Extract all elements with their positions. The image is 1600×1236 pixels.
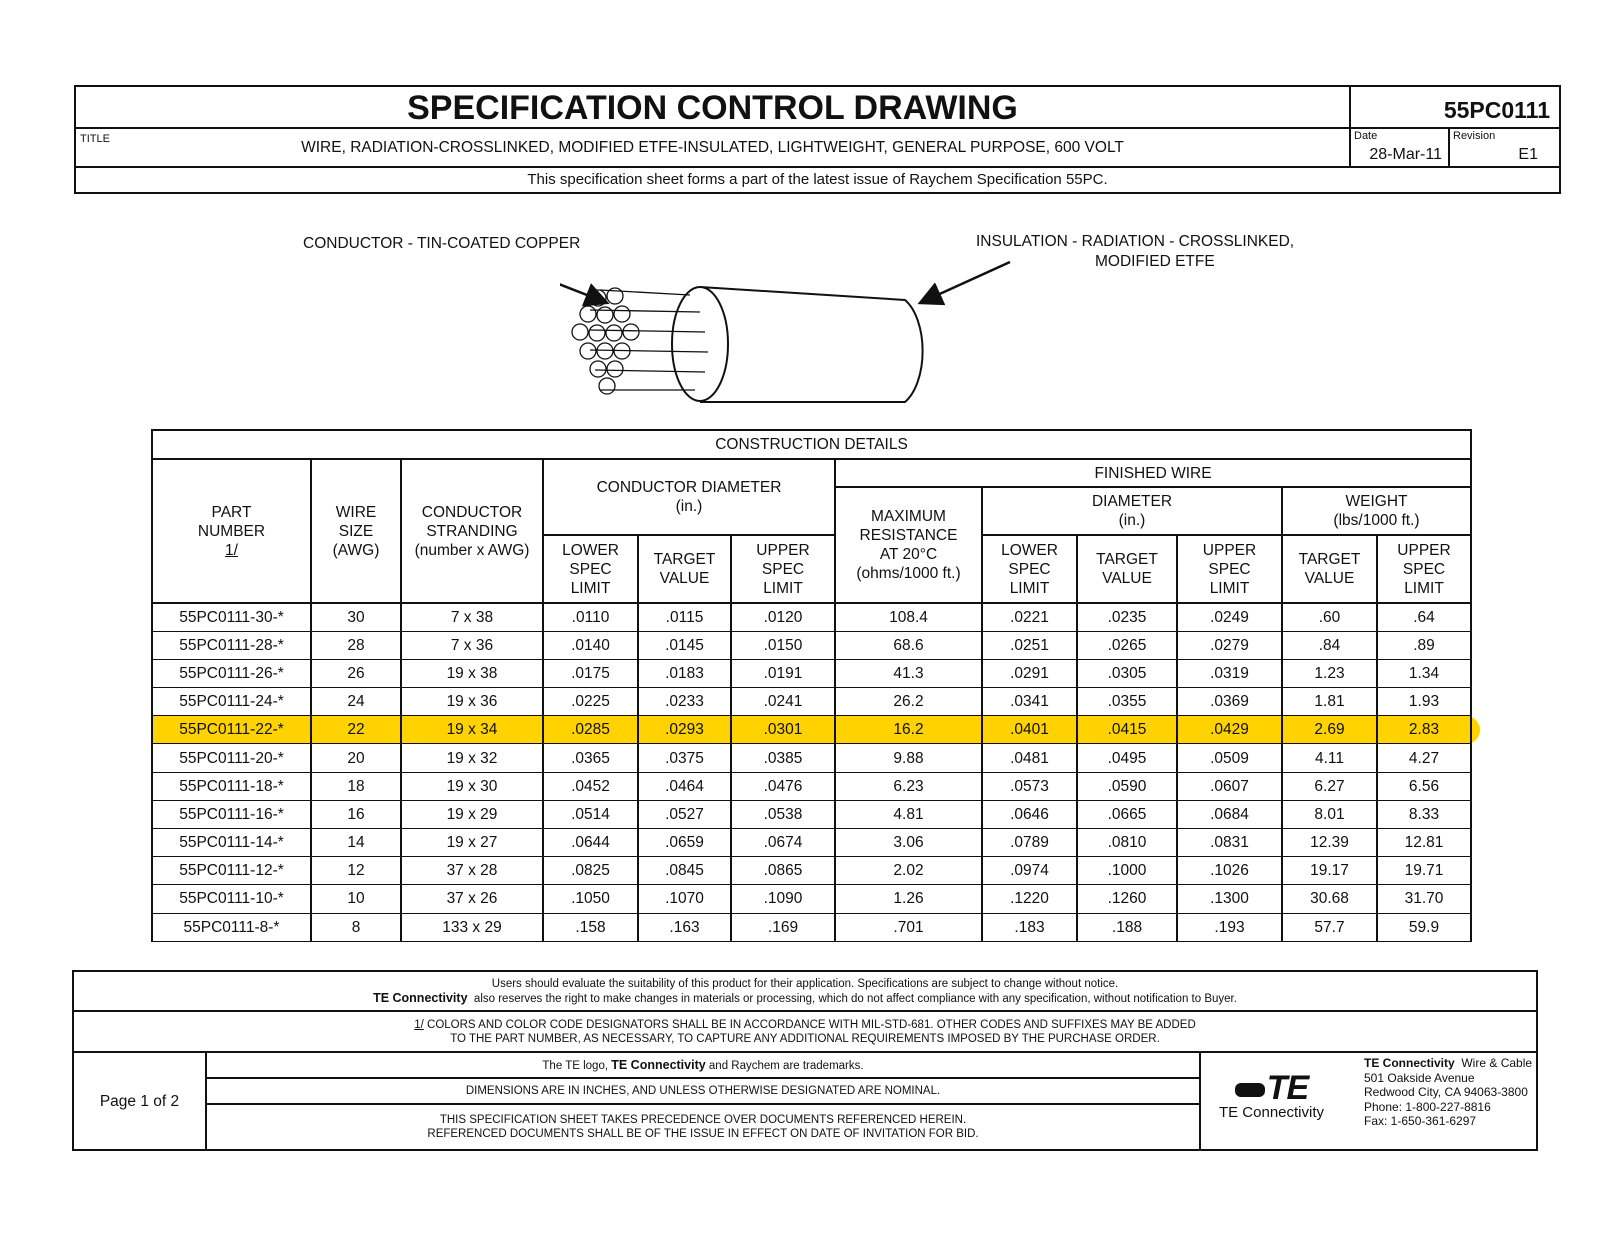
table-cell: .1220 [982,885,1077,913]
table-cell: 22 [311,716,401,744]
precedence-note: THIS SPECIFICATION SHEET TAKES PRECEDENCE OVER DOCUMENTS REFERENCED HEREIN. REFERENCED DOCUMENTS SHALL BE OF THE ISSUE IN EFFECT ON DATE OF INVITATION FOR BID. [205,1105,1201,1151]
table-cell: 2.69 [1282,716,1377,744]
table-row [152,631,1471,659]
title-label: TITLE [80,133,110,145]
title-text: WIRE, RADIATION-CROSSLINKED, MODIFIED ETFE-INSULATED, LIGHTWEIGHT, GENERAL PURPOSE, 600 VOLT [301,139,1124,156]
table-cell: .169 [731,913,835,941]
table-cell: .0825 [543,857,638,885]
table-cell: 12.81 [1377,829,1471,857]
table-cell: .0225 [543,688,638,716]
table-cell: .0831 [1177,829,1282,857]
table-cell: 1.34 [1377,659,1471,687]
table-cell: .0221 [982,603,1077,631]
table-cell: .0845 [638,857,731,885]
table-cell: 19 x 30 [401,772,543,800]
dimensions-note: DIMENSIONS ARE IN INCHES, AND UNLESS OTHERWISE DESIGNATED ARE NOMINAL. [205,1079,1201,1105]
table-cell: 7 x 36 [401,631,543,659]
footer-block [72,970,1538,1151]
table-cell: .0607 [1177,772,1282,800]
table-cell: 20 [311,744,401,772]
table-row [152,688,1471,716]
insulation-label-2: MODIFIED ETFE [1095,253,1215,270]
table-row [152,800,1471,828]
note-ref: 1/ [414,1019,424,1031]
table-cell: 12.39 [1282,829,1377,857]
table-cell: .0789 [982,829,1077,857]
table-row [152,885,1471,913]
table-cell: .0365 [543,744,638,772]
table-cell: 6.23 [835,772,982,800]
table-cell: .0573 [982,772,1077,800]
table-row [152,659,1471,687]
table-cell: 12 [311,857,401,885]
table-cell: .0659 [638,829,731,857]
table-cell: .0452 [543,772,638,800]
table-cell: 28 [311,631,401,659]
table-row [152,772,1471,800]
table-cell: .0369 [1177,688,1282,716]
table-cell: .0865 [731,857,835,885]
table-cell: 19 x 29 [401,800,543,828]
table-cell: .0319 [1177,659,1282,687]
table-cell: 4.81 [835,800,982,828]
table-cell: .0429 [1177,716,1282,744]
table-cell: 133 x 29 [401,913,543,941]
table-cell: .0355 [1077,688,1177,716]
table-cell: 4.11 [1282,744,1377,772]
table-cell: .0285 [543,716,638,744]
subheader-target: TARGET VALUE [1282,535,1377,603]
table-cell: .1300 [1177,885,1282,913]
conductor-label: CONDUCTOR - TIN-COATED COPPER [303,235,581,252]
date-cell [1349,129,1450,166]
table-cell: 19 x 38 [401,659,543,687]
table-cell: .0509 [1177,744,1282,772]
table-cell: 55PC0111-30-* [152,603,311,631]
table-cell: .0145 [638,631,731,659]
subheader-lower: LOWER SPEC LIMIT [982,535,1077,603]
table-cell: 55PC0111-26-* [152,659,311,687]
table-cell: 30 [311,603,401,631]
table-cell: 30.68 [1282,885,1377,913]
table-cell: .0385 [731,744,835,772]
table-cell: 55PC0111-14-* [152,829,311,857]
table-cell: .0279 [1177,631,1282,659]
document-title: SPECIFICATION CONTROL DRAWING [407,89,1018,127]
company-name: TE Connectivity [373,991,468,1005]
conductor-arrow [560,258,605,302]
table-row [152,829,1471,857]
table-cell: .0974 [982,857,1077,885]
table-cell: .64 [1377,603,1471,631]
table-cell: .0415 [1077,716,1177,744]
table-cell: 55PC0111-24-* [152,688,311,716]
subheader-target: TARGET VALUE [638,535,731,603]
table-cell: 24 [311,688,401,716]
table-cell: .0527 [638,800,731,828]
header-stranding: CONDUCTOR STRANDING (number x AWG) [401,459,543,603]
table-cell: .0120 [731,603,835,631]
table-cell: .0251 [982,631,1077,659]
table-cell: 26.2 [835,688,982,716]
table-cell: 1.93 [1377,688,1471,716]
table-title: CONSTRUCTION DETAILS [152,430,1471,459]
table-cell: 9.88 [835,744,982,772]
spec-note: This specification sheet forms a part of the latest issue of Raychem Specification 55PC. [527,171,1108,188]
table-cell: 10 [311,885,401,913]
table-cell: .0644 [543,829,638,857]
table-cell: 8.01 [1282,800,1377,828]
table-cell: .0249 [1177,603,1282,631]
table-cell: 19 x 27 [401,829,543,857]
table-cell: .0590 [1077,772,1177,800]
table-row [152,857,1471,885]
table-cell: .163 [638,913,731,941]
subheader-target: TARGET VALUE [1077,535,1177,603]
table-cell: 6.27 [1282,772,1377,800]
revision-cell [1450,129,1558,166]
title-block [74,85,1561,194]
table-cell: .60 [1282,603,1377,631]
table-cell: .0481 [982,744,1077,772]
table-cell: .0464 [638,772,731,800]
table-cell: .1260 [1077,885,1177,913]
table-cell: .0235 [1077,603,1177,631]
table-row [152,716,1471,744]
table-cell: 8.33 [1377,800,1471,828]
note-line-2: TO THE PART NUMBER, AS NECESSARY, TO CAPTURE ANY ADDITIONAL REQUIREMENTS IMPOSED BY THE PURCHASE ORDER. [450,1033,1160,1045]
table-cell: .0241 [731,688,835,716]
table-cell: .84 [1282,631,1377,659]
table-cell: 55PC0111-16-* [152,800,311,828]
insulation-label-1: INSULATION - RADIATION - CROSSLINKED, [976,233,1295,250]
header-conductor-diameter: CONDUCTOR DIAMETER (in.) [543,459,835,535]
table-row [152,913,1471,941]
table-cell: .0291 [982,659,1077,687]
table-cell: .0514 [543,800,638,828]
table-cell: 37 x 26 [401,885,543,913]
table-cell: 19.71 [1377,857,1471,885]
table-cell: 1.23 [1282,659,1377,687]
table-cell: 55PC0111-10-* [152,885,311,913]
date-value: 28-Mar-11 [1369,146,1442,163]
table-cell: .0674 [731,829,835,857]
subheader-lower: LOWER SPEC LIMIT [543,535,638,603]
revision-label: Revision [1453,130,1496,142]
table-row [152,744,1471,772]
document-number: 55PC0111 [1443,97,1550,123]
table-cell: .0233 [638,688,731,716]
subheader-upper: UPPER SPEC LIMIT [731,535,835,603]
table-cell: 26 [311,659,401,687]
table-cell: 55PC0111-28-* [152,631,311,659]
table-cell: .0665 [1077,800,1177,828]
table-cell: .0495 [1077,744,1177,772]
table-cell: .0140 [543,631,638,659]
table-cell: .158 [543,913,638,941]
insulation-arrow [922,262,1010,302]
table-cell: .1000 [1077,857,1177,885]
page-number: Page 1 of 2 [99,1093,180,1110]
table-cell: .0301 [731,716,835,744]
table-cell: 18 [311,772,401,800]
table-cell: .0684 [1177,800,1282,828]
date-label: Date [1354,130,1378,142]
table-cell: 2.83 [1377,716,1471,744]
insulation-jacket [700,287,923,402]
table-cell: 8 [311,913,401,941]
header-diameter: DIAMETER (in.) [982,487,1282,535]
header-finished-wire: FINISHED WIRE [835,459,1471,487]
table-cell: 55PC0111-22-* [152,716,311,744]
table-cell: 19 x 36 [401,688,543,716]
table-cell: 1.26 [835,885,982,913]
table-cell: 108.4 [835,603,982,631]
table-cell: 31.70 [1377,885,1471,913]
table-cell: 57.7 [1282,913,1377,941]
table-cell: 7 x 38 [401,603,543,631]
table-cell: .193 [1177,913,1282,941]
table-cell: .0150 [731,631,835,659]
table-cell: .0810 [1077,829,1177,857]
revision-value: E1 [1518,146,1538,163]
table-cell: 2.02 [835,857,982,885]
subheader-upper: UPPER SPEC LIMIT [1177,535,1282,603]
table-cell: 41.3 [835,659,982,687]
table-cell: 3.06 [835,829,982,857]
table-cell: 19.17 [1282,857,1377,885]
table-cell: .0175 [543,659,638,687]
subheader-upper: UPPER SPEC LIMIT [1377,535,1471,603]
table-cell: 19 x 32 [401,744,543,772]
table-cell: .89 [1377,631,1471,659]
table-cell: 59.9 [1377,913,1471,941]
table-cell: .0341 [982,688,1077,716]
table-cell: .183 [982,913,1077,941]
table-cell: .0115 [638,603,731,631]
table-cell: .0183 [638,659,731,687]
construction-details-table [151,429,1472,942]
table-cell: 68.6 [835,631,982,659]
disclaimer-line-2: also reserves the right to make changes in materials or processing, which do not affect compliance with any specification, without notification to Buyer. [473,993,1237,1005]
table-cell: .0538 [731,800,835,828]
wire-illustration [560,250,1020,415]
table-cell: 1.81 [1282,688,1377,716]
table-cell: 37 x 28 [401,857,543,885]
table-cell: .1026 [1177,857,1282,885]
table-cell: .1090 [731,885,835,913]
company-address: TE Connectivity Wire & Cable 501 Oakside Avenue Redwood City, CA 94063-3800 Phone: 1-800-227-8816 Fax: 1-650-361-6297 [1364,1056,1533,1128]
table-cell: 16.2 [835,716,982,744]
table-cell: 14 [311,829,401,857]
table-cell: .0293 [638,716,731,744]
note-line-1: COLORS AND COLOR CODE DESIGNATORS SHALL BE IN ACCORDANCE WITH MIL-STD-681. OTHER CODES AND SUFFIXES MAY BE ADDED [423,1019,1196,1031]
trademark-line: The TE logo, TE Connectivity and Raychem are trademarks. [205,1053,1201,1079]
header-wire-size: WIRE SIZE (AWG) [311,459,401,603]
table-cell: 55PC0111-18-* [152,772,311,800]
header-weight: WEIGHT (lbs/1000 ft.) [1282,487,1471,535]
table-cell: .0191 [731,659,835,687]
te-logo: TE TE Connectivity [1218,1069,1325,1121]
header-max-resistance: MAXIMUM RESISTANCE AT 20°C (ohms/1000 ft.) [835,487,982,603]
table-cell: .701 [835,913,982,941]
table-cell: .0110 [543,603,638,631]
table-cell: 55PC0111-20-* [152,744,311,772]
header-part-number: PART NUMBER 1/ [152,459,311,603]
table-cell: 55PC0111-8-* [152,913,311,941]
table-cell: .0265 [1077,631,1177,659]
table-cell: 6.56 [1377,772,1471,800]
table-cell: .0476 [731,772,835,800]
table-cell: .0401 [982,716,1077,744]
table-cell: 4.27 [1377,744,1471,772]
disclaimer-line-1: Users should evaluate the suitability of this product for their application. Specifications are subject to change without notice. [491,978,1119,990]
table-cell: .0305 [1077,659,1177,687]
table-cell: .0646 [982,800,1077,828]
table-cell: 16 [311,800,401,828]
table-row [152,603,1471,631]
table-cell: .188 [1077,913,1177,941]
table-cell: .1070 [638,885,731,913]
table-cell: .0375 [638,744,731,772]
table-cell: .1050 [543,885,638,913]
table-cell: 19 x 34 [401,716,543,744]
table-cell: 55PC0111-12-* [152,857,311,885]
